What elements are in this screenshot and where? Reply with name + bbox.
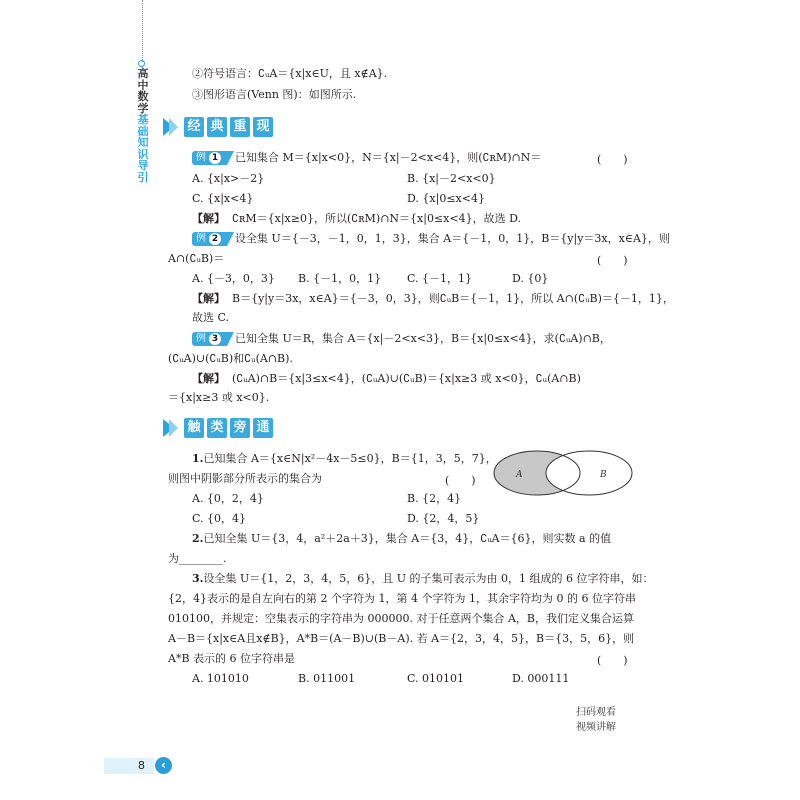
- example-3-solution-cont: ＝{x|x≥3 或 x<0}.: [168, 391, 270, 404]
- footer-band: [104, 758, 154, 774]
- exercise-3-line: 010100，并规定：空集表示的字符串为 000000. 对于任意两个集合 A，B，我们定义集合运算: [168, 612, 634, 625]
- example-3-solution: 【解】 (∁ᵤA)∩B＝{x|3≤x<4}，(∁ᵤA)∪(∁ᵤB)＝{x|x≥3 或 x<0}，∁ᵤ(A∩B): [192, 372, 581, 385]
- example-3-stem: [192, 332, 611, 346]
- option-d: D. {2，4，5}: [407, 512, 480, 525]
- example-1-solution: 【解】 ∁ʀM＝{x|x≥0}，所以(∁ʀM)∩N＝{x|0≤x<4}，故选 D.: [192, 212, 522, 225]
- exercise-1-stem: 1.已知集合 A＝{x∈N|x²－4x－5≤0}，B＝{1，3，5，7}，: [192, 452, 497, 465]
- example-3-stem-cont: (∁ᵤA)∪(∁ᵤB)和∁ᵤ(A∩B).: [168, 352, 293, 365]
- option-c: C. 010101: [407, 672, 465, 685]
- option-a: A. {－3，0，3}: [192, 272, 275, 285]
- solution-label: 【解】: [192, 212, 225, 225]
- section-char: 触: [184, 418, 204, 438]
- rail-char: 知: [137, 136, 149, 149]
- section-char: 通: [253, 418, 273, 438]
- example-2-stem-cont: A∩(∁ᵤB)＝: [168, 252, 225, 265]
- example-1-stem: [192, 151, 541, 165]
- rail-char: 引: [137, 170, 149, 184]
- option-c: C. {x|x<4}: [192, 192, 254, 205]
- section-char: 典: [207, 117, 227, 137]
- exercise-3-line: A*B 表示的 6 位字符串是: [168, 652, 296, 665]
- solution-label: 【解】: [192, 292, 225, 305]
- solution-label: 【解】: [192, 372, 225, 385]
- example-stem-text: 已知全集 U＝R，集合 A＝{x|－2<x<3}，B＝{x|0≤x<4}，求(∁ᵤA)∩B，: [235, 332, 611, 345]
- option-c: C. {－1，1}: [407, 272, 473, 285]
- play-arrow-shadow-icon: [169, 419, 178, 437]
- answer-paren: ( ): [597, 153, 628, 166]
- option-b: B. {2，4}: [407, 492, 462, 505]
- exercise-number: 1.: [192, 452, 204, 465]
- example-number: 3: [209, 333, 221, 345]
- intro-symbol-language: ②符号语言：∁ᵤA＝{x|x∈U，且 x∉A}.: [192, 67, 388, 80]
- example-tag: 例 3: [192, 332, 227, 346]
- exercise-3-line: {2，4}表示的是自左向右的第 2 个字符为 1，第 4 个字符为 1，其余字符均为 0 的 6 位字符串: [168, 592, 636, 605]
- option-b: B. 011001: [298, 672, 356, 685]
- option-b: B. {x|－2<x<0}: [407, 172, 496, 185]
- example-2-solution: 【解】 B＝{y|y＝3x，x∈A}＝{－3，0，3}，则∁ᵤB＝{－1，1}，所以 A∩(∁ᵤB)＝{－1，1}，: [192, 292, 674, 305]
- rail-char: 学: [137, 101, 149, 115]
- rail-char: 础: [137, 124, 149, 138]
- venn-label-b: B: [600, 470, 607, 480]
- rail-ring-icon: [138, 60, 145, 67]
- example-tag: 例 1: [192, 151, 227, 165]
- page-number: 8: [138, 759, 145, 772]
- option-b: B. {－1，0，1}: [298, 272, 382, 285]
- rail-char: 数: [137, 90, 149, 103]
- exercise-1-stem-cont: 则图中阴影部分所表示的集合为: [168, 472, 322, 485]
- option-c: C. {0，4}: [192, 512, 247, 525]
- rail-char: 导: [137, 159, 149, 172]
- venn-diagram: [492, 448, 637, 498]
- section-char: 重: [230, 117, 250, 137]
- section-char: 经: [184, 117, 204, 137]
- scan-line-2: 视频讲解: [576, 722, 616, 733]
- chevron-left-icon[interactable]: ‹: [155, 757, 172, 774]
- example-number: 2: [209, 233, 221, 245]
- section-char: 旁: [230, 418, 250, 438]
- scan-line-1: 扫码观看: [576, 707, 616, 718]
- exercise-number: 3.: [192, 572, 204, 585]
- rail-char: 高: [137, 67, 149, 80]
- rail-dotted-line: [142, 0, 143, 62]
- option-a: A. {x|x>－2}: [192, 172, 265, 185]
- rail-char: 中: [137, 78, 149, 92]
- scan-qr-note: [576, 705, 616, 735]
- answer-paren: ( ): [597, 654, 628, 667]
- section-char: 类: [207, 418, 227, 438]
- rail-char: 基: [137, 113, 149, 126]
- option-a: A. 101010: [192, 672, 249, 685]
- rail-char: 识: [137, 147, 149, 161]
- example-stem-text: 已知集合 M＝{x|x<0}，N＝{x|－2<x<4}，则(∁ʀM)∩N＝: [235, 151, 542, 164]
- example-tag: 例 2: [192, 232, 227, 246]
- answer-paren: ( ): [445, 474, 476, 487]
- example-number: 1: [209, 152, 221, 164]
- option-a: A. {0，2，4}: [192, 492, 264, 505]
- exercise-number: 2.: [192, 532, 204, 545]
- exercise-2-blank: 为________.: [168, 552, 227, 565]
- option-d: D. {x|0≤x<4}: [407, 192, 485, 205]
- exercise-3-line: A－B＝{x|x∈A且x∉B}，A*B＝(A－B)∪(B－A). 若 A＝{2，3，4，5}，B＝{3，5，6}，则: [168, 632, 635, 645]
- exercise-2-stem: 2.已知全集 U＝{3，4，a²＋2a＋3}，集合 A＝{3，4}，∁ᵤA＝{6}，则实数 a 的值: [192, 532, 612, 545]
- option-d: D. {0}: [512, 272, 549, 285]
- example-stem-text: 设全集 U＝{－3，－1，0，1，3}，集合 A＝{－1，0，1}，B＝{y|y＝3x，x∈A}，则: [235, 232, 670, 245]
- section-header-classic: [163, 117, 276, 137]
- section-header-practice: [163, 418, 276, 438]
- example-2-solution-cont: 故选 C.: [192, 311, 230, 324]
- rail-book-title: [135, 68, 151, 183]
- exercise-3-stem: 3.设全集 U＝{1，2，3，4，5，6}，且 U 的子集可表示为由 0，1 组成的 6 位字符串，如：: [192, 572, 654, 585]
- venn-label-a: A: [516, 470, 523, 480]
- intro-venn-language: ③图形语言(Venn 图)：如图所示.: [192, 88, 357, 101]
- example-2-stem: [192, 232, 670, 246]
- answer-paren: ( ): [597, 254, 628, 267]
- option-d: D. 000111: [512, 672, 570, 685]
- section-char: 现: [253, 117, 273, 137]
- play-arrow-shadow-icon: [169, 118, 178, 136]
